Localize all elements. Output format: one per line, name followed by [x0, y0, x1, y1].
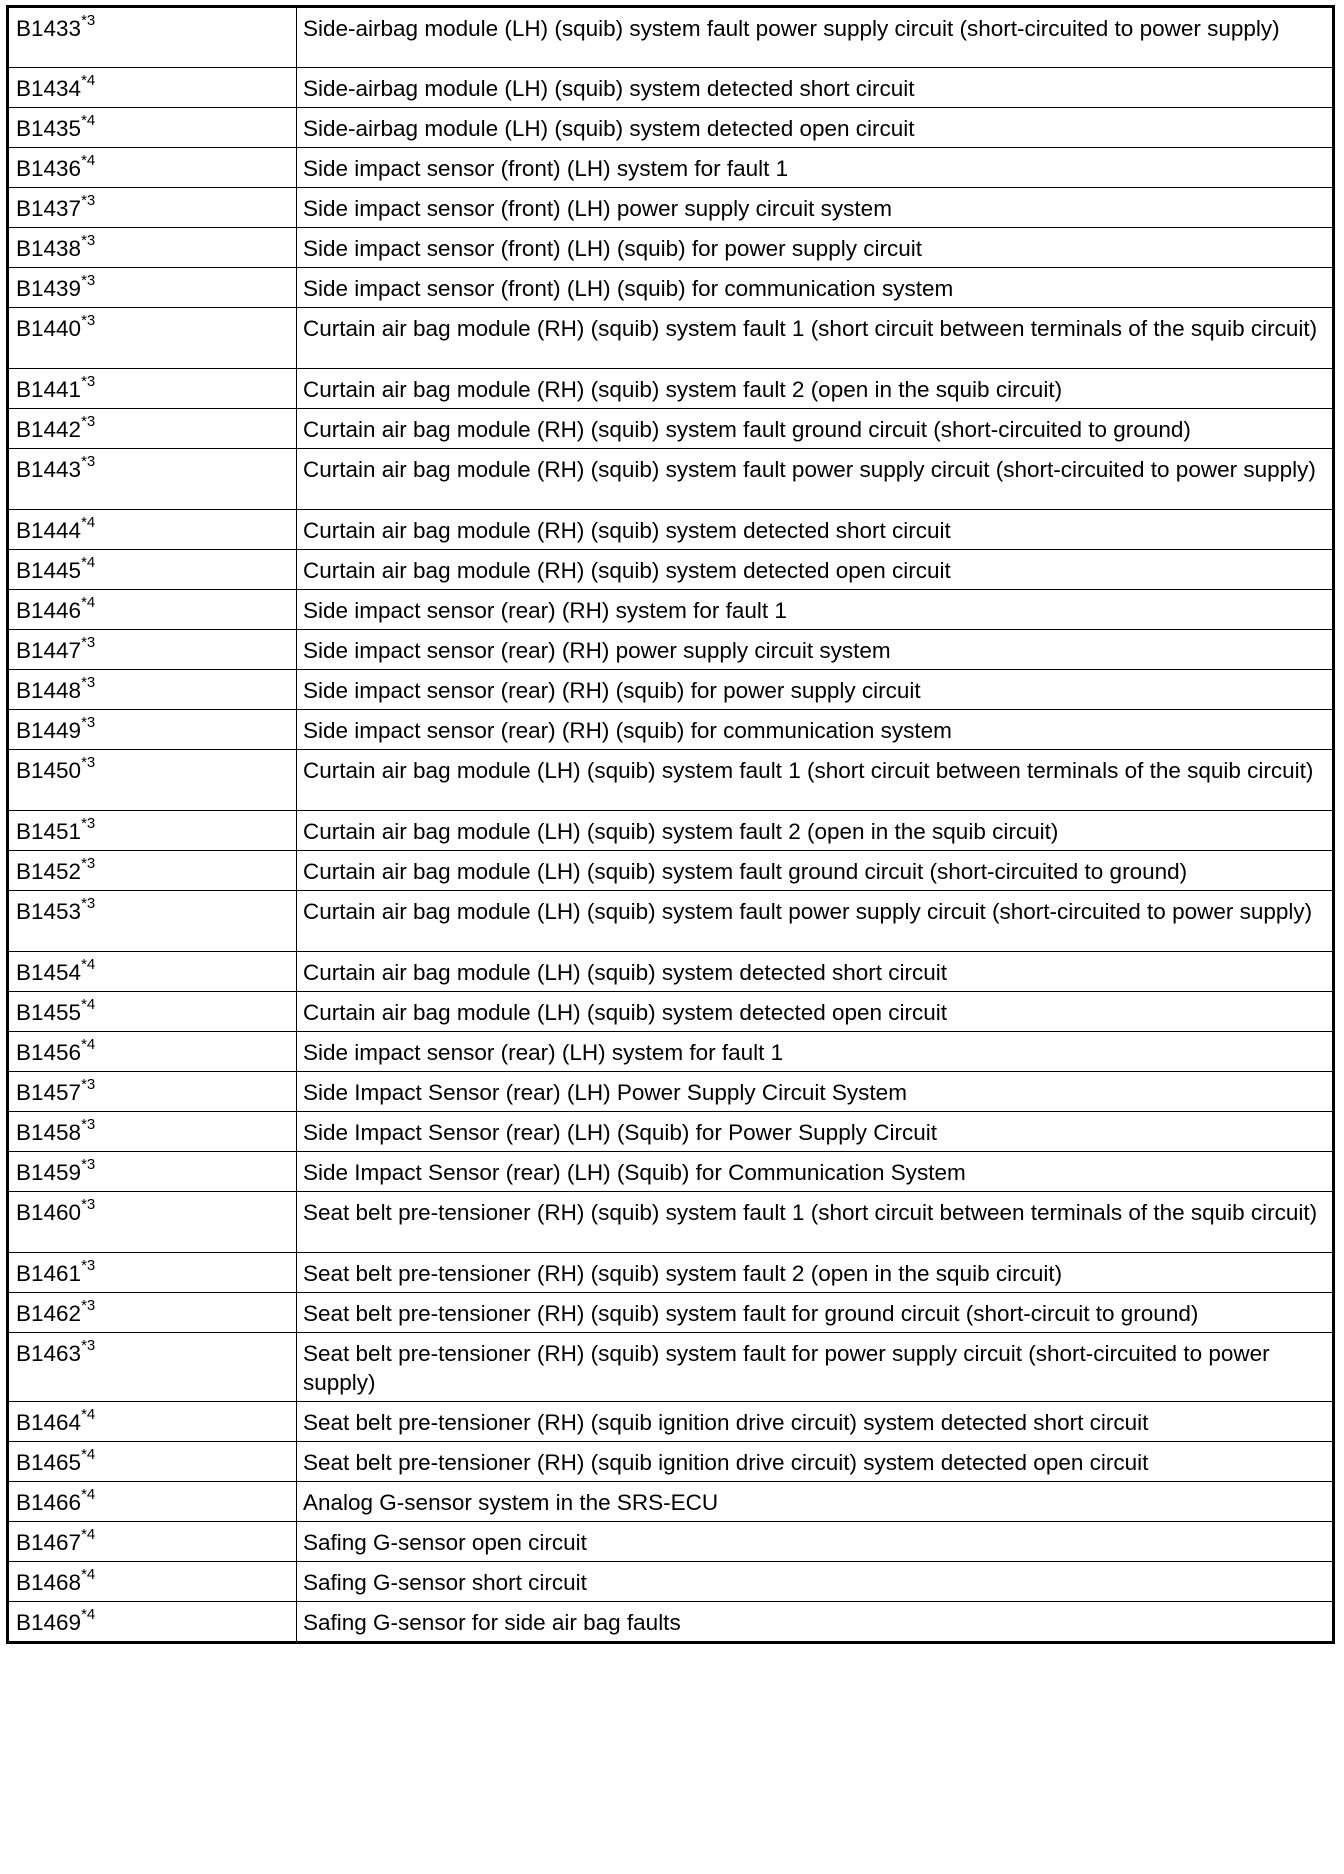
dtc-description: Curtain air bag module (RH) (squib) system fault 1 (short circuit between terminals of the squib circuit)	[297, 308, 1334, 369]
dtc-code-cell	[8, 510, 297, 550]
dtc-description: Curtain air bag module (RH) (squib) system fault power supply circuit (short-circuited to power supply)	[297, 449, 1334, 510]
footnote-marker: *3	[81, 1155, 96, 1173]
footnote-marker: *3	[81, 1296, 96, 1314]
dtc-code-cell	[8, 1112, 297, 1152]
dtc-code-cell	[8, 992, 297, 1032]
dtc-description: Seat belt pre-tensioner (RH) (squib ignition drive circuit) system detected open circuit	[297, 1442, 1334, 1482]
footnote-marker: *4	[81, 995, 96, 1013]
dtc-code: B1433	[16, 16, 82, 41]
dtc-code: B1440	[16, 316, 82, 341]
table-row	[8, 851, 1334, 891]
dtc-code: B1445	[16, 558, 82, 583]
table-row	[8, 590, 1334, 630]
dtc-description: Safing G-sensor open circuit	[297, 1522, 1334, 1562]
dtc-code: B1435	[16, 116, 82, 141]
table-row	[8, 992, 1334, 1032]
footnote-marker: *3	[81, 412, 96, 430]
dtc-code: B1446	[16, 598, 82, 623]
dtc-description: Seat belt pre-tensioner (RH) (squib ignition drive circuit) system detected short circuit	[297, 1402, 1334, 1442]
dtc-code: B1467	[16, 1530, 82, 1555]
dtc-code-cell	[8, 1602, 297, 1643]
dtc-code: B1455	[16, 1000, 82, 1025]
dtc-code: B1444	[16, 518, 82, 543]
footnote-marker: *3	[81, 633, 96, 651]
table-row	[8, 1192, 1334, 1253]
dtc-code-cell	[8, 710, 297, 750]
dtc-code-cell	[8, 891, 297, 952]
dtc-code-cell	[8, 630, 297, 670]
dtc-code: B1469	[16, 1610, 82, 1635]
table-row	[8, 811, 1334, 851]
dtc-description: Curtain air bag module (LH) (squib) system detected open circuit	[297, 992, 1334, 1032]
table-row	[8, 68, 1334, 108]
dtc-code-cell	[8, 952, 297, 992]
footnote-marker: *3	[81, 1115, 96, 1133]
dtc-code-cell	[8, 811, 297, 851]
footnote-marker: *4	[81, 1035, 96, 1053]
dtc-description: Side-airbag module (LH) (squib) system fault power supply circuit (short-circuited to power supply)	[297, 7, 1334, 68]
table-row	[8, 108, 1334, 148]
dtc-code: B1454	[16, 960, 82, 985]
dtc-code: B1449	[16, 718, 82, 743]
table-row	[8, 510, 1334, 550]
dtc-code-cell	[8, 750, 297, 811]
table-row	[8, 952, 1334, 992]
table-row	[8, 188, 1334, 228]
dtc-code: B1461	[16, 1261, 82, 1286]
dtc-code-cell	[8, 1032, 297, 1072]
dtc-code-cell	[8, 550, 297, 590]
footnote-marker: *4	[81, 1605, 96, 1623]
table-row	[8, 308, 1334, 369]
dtc-code-cell	[8, 1253, 297, 1293]
table-row	[8, 1602, 1334, 1643]
footnote-marker: *3	[81, 1336, 96, 1354]
table-row	[8, 1562, 1334, 1602]
dtc-description: Curtain air bag module (LH) (squib) system fault ground circuit (short-circuited to ground)	[297, 851, 1334, 891]
footnote-marker: *3	[81, 814, 96, 832]
table-row	[8, 449, 1334, 510]
dtc-description: Side impact sensor (rear) (LH) system for fault 1	[297, 1032, 1334, 1072]
dtc-code-cell	[8, 851, 297, 891]
dtc-code: B1460	[16, 1200, 82, 1225]
dtc-code: B1451	[16, 819, 82, 844]
table-row	[8, 1402, 1334, 1442]
footnote-marker: *4	[81, 1565, 96, 1583]
dtc-description: Side impact sensor (rear) (RH) power supply circuit system	[297, 630, 1334, 670]
footnote-marker: *4	[81, 1405, 96, 1423]
dtc-description: Safing G-sensor short circuit	[297, 1562, 1334, 1602]
dtc-description: Seat belt pre-tensioner (RH) (squib) system fault for power supply circuit (short-circuited to power supply)	[297, 1333, 1334, 1402]
dtc-code: B1450	[16, 758, 82, 783]
table-row	[8, 1442, 1334, 1482]
table-row	[8, 1152, 1334, 1192]
dtc-code: B1464	[16, 1410, 82, 1435]
table-row	[8, 369, 1334, 409]
dtc-code-cell	[8, 268, 297, 308]
dtc-description: Side Impact Sensor (rear) (LH) (Squib) for Communication System	[297, 1152, 1334, 1192]
table-row	[8, 1112, 1334, 1152]
dtc-description: Side-airbag module (LH) (squib) system detected open circuit	[297, 108, 1334, 148]
table-row	[8, 750, 1334, 811]
dtc-code-cell	[8, 449, 297, 510]
dtc-code-cell	[8, 590, 297, 630]
footnote-marker: *3	[81, 673, 96, 691]
dtc-code: B1459	[16, 1160, 82, 1185]
footnote-marker: *3	[81, 231, 96, 249]
table-row	[8, 670, 1334, 710]
footnote-marker: *4	[81, 111, 96, 129]
dtc-code: B1438	[16, 236, 82, 261]
dtc-code: B1439	[16, 276, 82, 301]
footnote-marker: *3	[81, 713, 96, 731]
footnote-marker: *4	[81, 593, 96, 611]
dtc-description: Curtain air bag module (LH) (squib) system fault 1 (short circuit between terminals of the squib circuit)	[297, 750, 1334, 811]
table-row	[8, 891, 1334, 952]
dtc-code-cell	[8, 68, 297, 108]
dtc-code: B1448	[16, 678, 82, 703]
dtc-code-cell	[8, 188, 297, 228]
dtc-code: B1458	[16, 1120, 82, 1145]
dtc-code-cell	[8, 1562, 297, 1602]
footnote-marker: *3	[81, 1256, 96, 1274]
dtc-code: B1466	[16, 1490, 82, 1515]
dtc-description: Curtain air bag module (LH) (squib) system fault power supply circuit (short-circuited to power supply)	[297, 891, 1334, 952]
dtc-table	[6, 5, 1335, 1644]
dtc-code: B1453	[16, 899, 82, 924]
dtc-description: Seat belt pre-tensioner (RH) (squib) system fault for ground circuit (short-circuit to ground)	[297, 1293, 1334, 1333]
dtc-description: Curtain air bag module (LH) (squib) system fault 2 (open in the squib circuit)	[297, 811, 1334, 851]
table-row	[8, 710, 1334, 750]
table-row	[8, 7, 1334, 68]
dtc-description: Analog G-sensor system in the SRS-ECU	[297, 1482, 1334, 1522]
dtc-description: Curtain air bag module (RH) (squib) system fault 2 (open in the squib circuit)	[297, 369, 1334, 409]
dtc-description: Curtain air bag module (LH) (squib) system detected short circuit	[297, 952, 1334, 992]
footnote-marker: *4	[81, 71, 96, 89]
dtc-code-cell	[8, 1072, 297, 1112]
dtc-code-cell	[8, 1442, 297, 1482]
dtc-code: B1457	[16, 1080, 82, 1105]
footnote-marker: *3	[81, 271, 96, 289]
dtc-code-cell	[8, 1152, 297, 1192]
dtc-description: Side impact sensor (rear) (RH) (squib) for power supply circuit	[297, 670, 1334, 710]
footnote-marker: *3	[81, 854, 96, 872]
dtc-description: Side impact sensor (front) (LH) power supply circuit system	[297, 188, 1334, 228]
footnote-marker: *3	[81, 191, 96, 209]
dtc-description: Side Impact Sensor (rear) (LH) Power Supply Circuit System	[297, 1072, 1334, 1112]
dtc-description: Side impact sensor (front) (LH) system for fault 1	[297, 148, 1334, 188]
footnote-marker: *3	[81, 1075, 96, 1093]
footnote-marker: *3	[81, 311, 96, 329]
table-row	[8, 1032, 1334, 1072]
table-row	[8, 1072, 1334, 1112]
dtc-description: Side impact sensor (rear) (RH) system for fault 1	[297, 590, 1334, 630]
table-row	[8, 550, 1334, 590]
dtc-description: Curtain air bag module (RH) (squib) system detected open circuit	[297, 550, 1334, 590]
table-row	[8, 268, 1334, 308]
footnote-marker: *3	[81, 372, 96, 390]
dtc-code: B1462	[16, 1301, 82, 1326]
dtc-code-cell	[8, 228, 297, 268]
dtc-description: Safing G-sensor for side air bag faults	[297, 1602, 1334, 1643]
dtc-description: Seat belt pre-tensioner (RH) (squib) system fault 1 (short circuit between terminals of the squib circuit)	[297, 1192, 1334, 1253]
footnote-marker: *3	[81, 894, 96, 912]
footnote-marker: *4	[81, 955, 96, 973]
dtc-code-cell	[8, 1482, 297, 1522]
table-row	[8, 1522, 1334, 1562]
table-row	[8, 1253, 1334, 1293]
table-row	[8, 409, 1334, 449]
dtc-code-cell	[8, 1192, 297, 1253]
dtc-code: B1441	[16, 377, 82, 402]
dtc-code: B1468	[16, 1570, 82, 1595]
dtc-code-cell	[8, 1402, 297, 1442]
dtc-code-cell	[8, 1333, 297, 1402]
footnote-marker: *3	[81, 753, 96, 771]
footnote-marker: *4	[81, 553, 96, 571]
table-row	[8, 228, 1334, 268]
dtc-code: B1442	[16, 417, 82, 442]
dtc-code-cell	[8, 670, 297, 710]
footnote-marker: *4	[81, 1525, 96, 1543]
table-row	[8, 1333, 1334, 1402]
dtc-code: B1443	[16, 457, 82, 482]
dtc-description: Side-airbag module (LH) (squib) system detected short circuit	[297, 68, 1334, 108]
dtc-description: Side Impact Sensor (rear) (LH) (Squib) for Power Supply Circuit	[297, 1112, 1334, 1152]
dtc-code-cell	[8, 1522, 297, 1562]
dtc-code-cell	[8, 148, 297, 188]
footnote-marker: *4	[81, 1445, 96, 1463]
dtc-description: Curtain air bag module (RH) (squib) system detected short circuit	[297, 510, 1334, 550]
dtc-description: Curtain air bag module (RH) (squib) system fault ground circuit (short-circuited to ground)	[297, 409, 1334, 449]
dtc-code: B1437	[16, 196, 82, 221]
dtc-code: B1452	[16, 859, 82, 884]
dtc-code: B1463	[16, 1341, 82, 1366]
dtc-code-cell	[8, 108, 297, 148]
dtc-code: B1436	[16, 156, 82, 181]
dtc-description: Side impact sensor (rear) (RH) (squib) for communication system	[297, 710, 1334, 750]
dtc-description: Seat belt pre-tensioner (RH) (squib) system fault 2 (open in the squib circuit)	[297, 1253, 1334, 1293]
table-row	[8, 1482, 1334, 1522]
footnote-marker: *3	[81, 11, 96, 29]
dtc-code-cell	[8, 7, 297, 68]
table-row	[8, 1293, 1334, 1333]
dtc-table-body	[8, 7, 1334, 1643]
footnote-marker: *4	[81, 513, 96, 531]
table-row	[8, 148, 1334, 188]
footnote-marker: *3	[81, 1195, 96, 1213]
footnote-marker: *4	[81, 151, 96, 169]
dtc-code-cell	[8, 308, 297, 369]
footnote-marker: *4	[81, 1485, 96, 1503]
dtc-code: B1434	[16, 76, 82, 101]
table-row	[8, 630, 1334, 670]
footnote-marker: *3	[81, 452, 96, 470]
dtc-code: B1447	[16, 638, 82, 663]
dtc-code: B1456	[16, 1040, 82, 1065]
dtc-description: Side impact sensor (front) (LH) (squib) for power supply circuit	[297, 228, 1334, 268]
dtc-code-cell	[8, 369, 297, 409]
dtc-description: Side impact sensor (front) (LH) (squib) for communication system	[297, 268, 1334, 308]
dtc-code-cell	[8, 409, 297, 449]
dtc-code: B1465	[16, 1450, 82, 1475]
dtc-code-cell	[8, 1293, 297, 1333]
